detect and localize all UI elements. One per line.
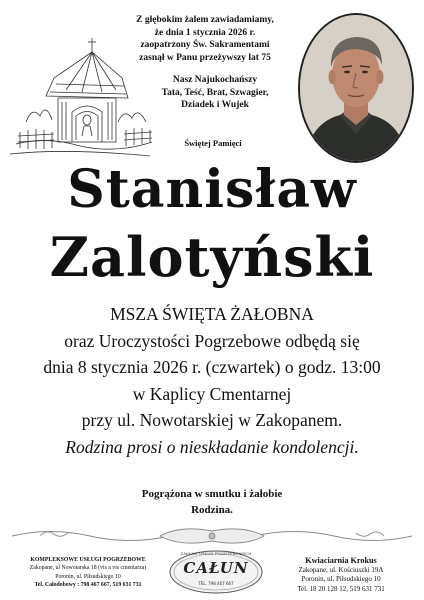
florist-address: Zakopane, ul. Kościuszki 19A: [298, 565, 384, 574]
role-line: Tata, Teść, Brat, Szwagier,: [161, 87, 269, 98]
announcement-place: w Kaplicy Cmentarnej: [132, 383, 292, 404]
last-name: Zalotyński: [49, 225, 375, 289]
intro-line: Z głębokim żalem zawiadamiamy,: [136, 15, 274, 25]
funeral-home-phone: Tel. Całodobowy : 798 467 667, 519 631 731: [34, 582, 142, 589]
funeral-home-heading: KOMPLEKSOWE USŁUGI POGRZEBOWE: [30, 557, 146, 563]
closing-signature: [0, 486, 424, 518]
florist-phone: Tel. 18 20 128 12, 519 631 731: [297, 584, 385, 593]
announcement-line: oraz Uroczystości Pogrzebowe odbędą się: [64, 330, 360, 351]
funeral-announcement: [0, 301, 424, 460]
mass-heading: MSZA ŚWIĘTA ŻAŁOBNA: [110, 304, 314, 324]
funeral-home-address: Poronin, ul. Piłsudskiego 10: [55, 573, 121, 580]
logo-main-text: CAŁUN: [183, 559, 249, 577]
role-line: Nasz Najukochańszy: [172, 75, 258, 85]
family-roles: [150, 74, 280, 112]
announcement-date: dnia 8 stycznia 2026 r. (czwartek) o godz. 13:00: [43, 357, 381, 377]
intro-line: zaopatrzony Św. Sakramentami: [140, 40, 270, 50]
closing-line: Rodzina.: [191, 504, 233, 516]
intro-line: że dnia 1 stycznia 2026 r.: [154, 27, 256, 38]
announcement-address: przy ul. Nowotarskiej w Zakopanem.: [81, 410, 343, 430]
logo-bottom-text: TEL. 798 467 667: [198, 581, 234, 586]
first-name: Stanisław: [67, 159, 357, 220]
role-line: Dziadek i Wujek: [181, 100, 249, 110]
funeral-home-info: [8, 556, 168, 590]
intro-line: zasnął w Panu przeżywszy lat 75: [139, 52, 271, 63]
condolence-request: Rodzina prosi o nieskładanie kondolencji.: [65, 436, 359, 457]
portrait-image: [300, 15, 412, 161]
florist-heading: Kwiaciarnia Krokus: [305, 556, 377, 565]
logo-top-text: ZAKŁAD USŁUG POGRZEBOWYCH: [180, 551, 252, 556]
intro-announcement: [110, 14, 300, 64]
ornament-divider: [10, 525, 414, 547]
deceased-portrait: [298, 13, 414, 163]
calun-logo: [168, 549, 264, 595]
closing-line: Pogrążona w smutku i żałobie: [141, 488, 283, 500]
funeral-home-address: Zakopane, ul Nowotarska 18 (vis a vis cmentarza): [29, 565, 147, 572]
memory-label: Świętej Pamięci: [184, 138, 242, 148]
florist-info: [266, 556, 416, 594]
florist-address: Poronin, ul. Piłsudskiego 10: [301, 575, 381, 584]
